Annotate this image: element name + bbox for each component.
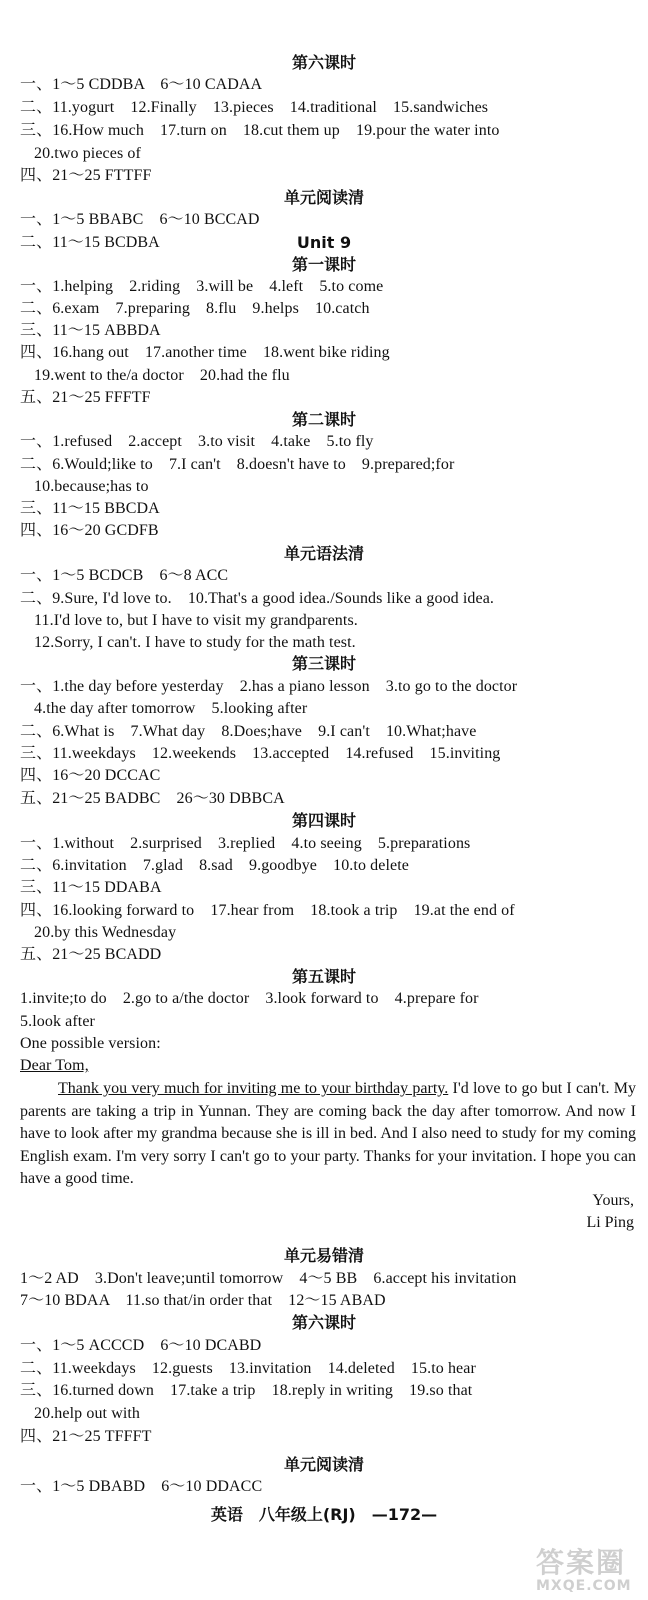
answer-line: 一、1～5 DBABD 6～10 DDACC [20,1478,263,1495]
answer-line: 四、16.looking forward to 17.hear from 18.took a trip 19.at the end of [20,902,515,919]
answer-line: 19.went to the/a doctor 20.had the flu [34,367,290,384]
page-footer: 英语 八年级上(RJ) —172— [210,1505,438,1524]
letter-closing: Yours, [592,1192,634,1209]
answer-line: 五、21～25 FFFTF [20,389,151,406]
answer-line: 三、16.How much 17.turn on 18.cut them up 19.pour the water into [20,122,500,139]
section-heading: 第六课时 [291,53,356,72]
answer-line: 20.two pieces of [34,145,141,162]
answer-line: 二、11.yogurt 12.Finally 13.pieces 14.traditional 15.sandwiches [20,99,489,116]
answer-line: 一、1～5 CDDBA 6～10 CADAA [20,76,263,93]
section-heading: 单元语法清 [283,544,364,563]
answer-line: One possible version: [20,1035,161,1052]
letter-body [20,1078,636,1191]
watermark-logo-text: 答案圈 [536,1546,627,1579]
answer-line: 四、21～25 FTTFF [20,167,152,184]
section-heading: 第六课时 [291,1313,356,1332]
answer-line: 二、6.What is 7.What day 8.Does;have 9.I can't 10.What;have [20,723,477,740]
answer-line: 一、1.the day before yesterday 2.has a piano lesson 3.to go to the doctor [20,678,518,695]
answer-line: 二、9.Sure, I'd love to. 10.That's a good idea./Sounds like a good idea. [20,590,495,607]
answer-line: 一、1～5 BBABC 6～10 BCCAD [20,211,260,228]
answer-line: 一、1～5 ACCCD 6～10 DCABD [20,1337,262,1354]
watermark-url: MXQE.COM [536,1578,632,1594]
answer-line: 1～2 AD 3.Don't leave;until tomorrow 4～5 BB 6.accept his invitation [20,1270,517,1287]
section-heading: 第五课时 [291,967,356,986]
answer-line: 五、21～25 BADBC 26～30 DBBCA [20,790,285,807]
answer-line: 一、1.without 2.surprised 3.replied 4.to seeing 5.preparations [20,835,471,852]
section-heading: 单元阅读清 [283,188,364,207]
answer-line: 一、1.helping 2.riding 3.will be 4.left 5.to come [20,278,384,295]
letter-body-text: I'd love to go but I can't. My parents are taking a trip in Yunnan. They are coming back the day after tomorrow. And now I have to look after my grandma because she is ill in bed. And I also need to study for my coming English exam. I'm very sorry I can't go to your party. Thanks for your invitation. I hope you can have a good time. [20,1080,636,1187]
answer-line: 四、16.hang out 17.another time 18.went bike riding [20,344,390,361]
answer-line: 二、6.Would;like to 7.I can't 8.doesn't have to 9.prepared;for [20,456,455,473]
section-heading: 第一课时 [291,255,356,274]
section-heading: 第二课时 [291,410,356,429]
answer-line: 1.invite;to do 2.go to a/the doctor 3.look forward to 4.prepare for [20,990,479,1007]
answer-line: 五、21～25 BCADD [20,946,162,963]
answer-line: 20.by this Wednesday [34,924,177,941]
answer-line: 12.Sorry, I can't. I have to study for the math test. [34,634,356,651]
answer-line: 二、11.weekdays 12.guests 13.invitation 14.deleted 15.to hear [20,1360,476,1377]
unit-heading: Unit 9 [296,233,352,252]
answer-line: 7～10 BDAA 11.so that/in order that 12～15 ABAD [20,1292,386,1309]
answer-line: 4.the day after tomorrow 5.looking after [34,700,308,717]
watermark-logo [536,1548,640,1596]
answer-line: 三、11～15 DDABA [20,879,162,896]
section-heading: 第四课时 [291,811,356,830]
answer-line: 5.look after [20,1013,95,1030]
section-heading: 单元易错清 [283,1246,364,1265]
answer-line: 一、1.refused 2.accept 3.to visit 4.take 5.to fly [20,433,374,450]
section-heading: 第三课时 [291,654,356,673]
section-heading: 单元阅读清 [283,1455,364,1474]
answer-line: 二、11～15 BCDBA [20,234,160,251]
letter-underlined-sentence: Thank you very much for inviting me to your birthday party. [58,1080,449,1097]
letter-salutation: Dear Tom, [20,1057,89,1074]
answer-line: 一、1～5 BCDCB 6～8 ACC [20,567,229,584]
answer-line: 四、16～20 DCCAC [20,767,161,784]
answer-line: 三、11～15 ABBDA [20,322,161,339]
answer-line: 10.because;has to [34,478,149,495]
answer-line: 四、21～25 TFFFT [20,1428,152,1445]
answer-line: 三、11.weekdays 12.weekends 13.accepted 14.refused 15.inviting [20,745,501,762]
answer-line: 二、6.exam 7.preparing 8.flu 9.helps 10.catch [20,300,370,317]
answer-line: 四、16～20 GCDFB [20,522,159,539]
answer-line: 20.help out with [34,1405,141,1422]
answer-line: 二、6.invitation 7.glad 8.sad 9.goodbye 10.to delete [20,857,409,874]
answer-line: 三、16.turned down 17.take a trip 18.reply in writing 19.so that [20,1382,473,1399]
letter-signature: Li Ping [586,1214,634,1231]
answer-line: 11.I'd love to, but I have to visit my grandparents. [34,612,358,629]
answer-line: 三、11～15 BBCDA [20,500,160,517]
